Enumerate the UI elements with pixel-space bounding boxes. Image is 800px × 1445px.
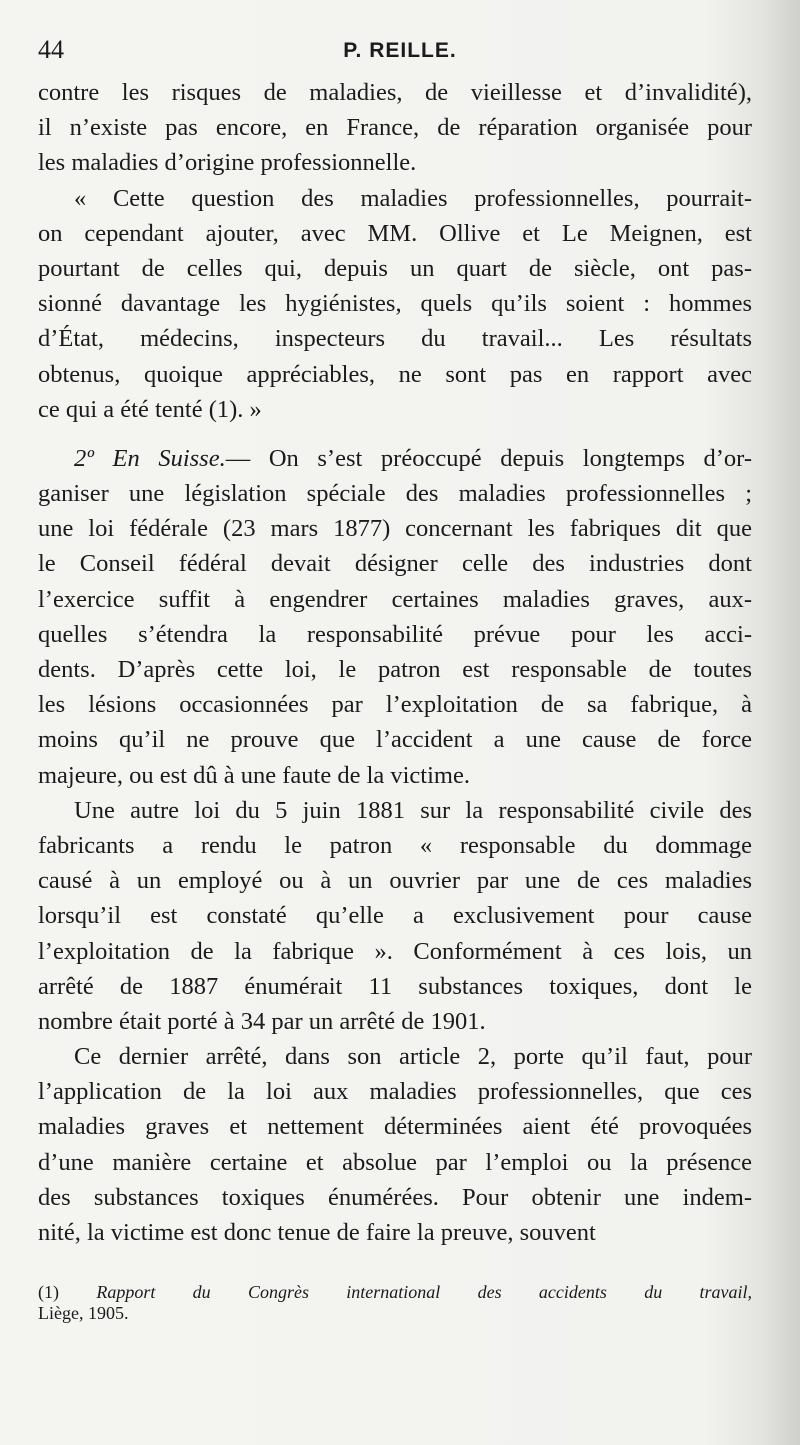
paragraph: [38, 1039, 752, 1250]
body-text: [38, 75, 752, 1250]
text-line: les maladies d’origine professionnelle.: [38, 149, 417, 177]
text-line: obtenus, quoique appréciables, ne sont pas en rapport avec: [38, 360, 752, 388]
section-gap: [38, 427, 752, 441]
paragraph: [38, 181, 752, 427]
text-line: majeure, ou est dû à une faute de la victime.: [38, 761, 470, 789]
text-line: une loi fédérale (23 mars 1877) concernant les fabriques dit que: [38, 515, 752, 543]
text-line: l’exploitation de la fabrique ». Conformément à ces lois, un: [38, 937, 752, 965]
text-line: quelles s’étendra la responsabilité prévue pour les acci-: [38, 620, 752, 648]
paragraph: [38, 75, 752, 181]
text-line: contre les risques de maladies, de vieillesse et d’invalidité),: [38, 79, 752, 106]
footnote-marker: (1): [38, 1282, 59, 1302]
text-line: maladies graves et nettement déterminées aient été provoquées: [38, 1113, 752, 1141]
footnote-line: Liège, 1905.: [38, 1303, 129, 1323]
text-line: nité, la victime est donc tenue de faire la preuve, souvent: [38, 1219, 596, 1246]
page-number: 44: [38, 35, 64, 64]
text-line: fabricants a rendu le patron « responsable du dommage: [38, 831, 752, 859]
text-line: on cependant ajouter, avec MM. Ollive et Le Meignen, est: [38, 219, 752, 247]
text-line: des substances toxiques énumérées. Pour obtenir une indem-: [38, 1183, 752, 1211]
page-header: [38, 34, 762, 68]
text-line: ce qui a été tenté (1). »: [38, 395, 262, 423]
text-line: nombre était porté à 34 par un arrêté de 1901.: [38, 1007, 486, 1035]
text-line: il n’existe pas encore, en France, de réparation organisée pour: [38, 114, 752, 142]
heading-continuation: — On s’est préoccupé depuis longtemps d’or-: [225, 444, 753, 472]
footnote-citation: Rapport du Congrès international des accidents du travail,: [96, 1282, 752, 1302]
paragraph: [38, 793, 752, 1039]
text-line: sionné davantage les hygiénistes, quels qu’ils soient : hommes: [38, 290, 752, 318]
text-line: lorsqu’il est constaté qu’elle a exclusivement pour cause: [38, 902, 752, 930]
footnote-line: [38, 1282, 752, 1303]
text-line: causé à un employé ou à un ouvrier par une de ces maladies: [38, 867, 752, 895]
text-line: ganiser une législation spéciale des maladies professionnelles ;: [38, 480, 752, 508]
text-line: l’exercice suffit à engendrer certaines maladies graves, aux-: [38, 585, 752, 613]
footnote: [38, 1282, 752, 1324]
text-line: « Cette question des maladies professionnelles, pourrait-: [74, 184, 752, 212]
text-line: [38, 441, 752, 476]
running-head: P. REILLE.: [343, 39, 457, 62]
text-line: d’une manière certaine et absolue par l’emploi ou la présence: [38, 1148, 752, 1176]
text-line: Une autre loi du 5 juin 1881 sur la responsabilité civile des: [74, 796, 752, 824]
text-line: moins qu’il ne prouve que l’accident a une cause de force: [38, 726, 752, 754]
text-line: le Conseil fédéral devait désigner celle des industries dont: [38, 550, 752, 578]
text-line: les lésions occasionnées par l’exploitation de sa fabrique, à: [38, 691, 752, 719]
text-line: pourtant de celles qui, depuis un quart de siècle, ont pas-: [38, 254, 752, 282]
text-line: Ce dernier arrêté, dans son article 2, porte qu’il faut, pour: [74, 1043, 752, 1071]
text-line: d’État, médecins, inspecteurs du travail... Les résultats: [38, 325, 752, 353]
text-line: dents. D’après cette loi, le patron est responsable de toutes: [38, 656, 752, 683]
text-line: arrêté de 1887 énumérait 11 substances toxiques, dont le: [38, 972, 752, 1000]
section-paragraph: [38, 441, 752, 793]
section-heading: 2º En Suisse.: [74, 444, 226, 472]
text-line: l’application de la loi aux maladies professionnelles, que ces: [38, 1078, 752, 1106]
